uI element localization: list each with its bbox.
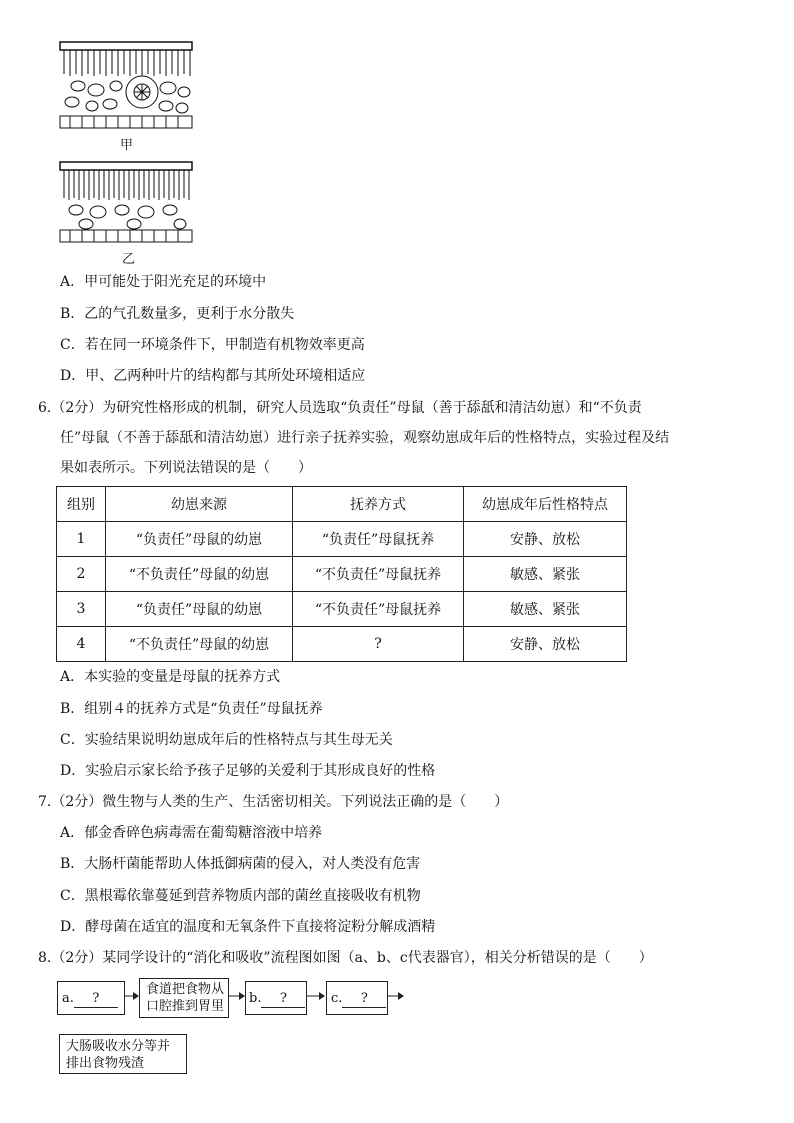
leaf-cross-section-jia-image bbox=[58, 40, 194, 132]
flow-arrow-icon bbox=[307, 990, 327, 1002]
header-group: 组别 bbox=[57, 487, 106, 522]
cell-rearing: “不负责任”母鼠抚养 bbox=[293, 592, 464, 627]
flow-c-prefix: c. bbox=[331, 991, 343, 1006]
cell-personality: 安静、放松 bbox=[464, 522, 627, 557]
table-header-row bbox=[57, 487, 627, 522]
q7-option-a: A．郁金香碎色病毒需在葡萄糖溶液中培养 bbox=[60, 825, 323, 841]
q7-option-b: B．大肠杆菌能帮助人体抵御病菌的侵入，对人类没有危害 bbox=[60, 856, 421, 872]
q6-stem-line-1: 6.（2分）为研究性格形成的机制，研究人员选取“负责任”母鼠（善于舔舐和清洁幼崽）和“不负责 bbox=[38, 400, 642, 416]
q7-stem: 7.（2分）微生物与人类的生产、生活密切相关。下列说法正确的是（ ） bbox=[38, 794, 509, 810]
flow-b-prefix: b. bbox=[249, 991, 262, 1006]
cell-rearing: “负责任”母鼠抚养 bbox=[293, 522, 464, 557]
cell-group: 4 bbox=[57, 627, 106, 662]
flow-large-intestine-line-1: 大肠吸收水分等并 bbox=[66, 1039, 171, 1054]
q7-option-c: C．黑根霉依靠蔓延到营养物质内部的菌丝直接吸收有机物 bbox=[60, 888, 421, 904]
q6-option-a: A．本实验的变量是母鼠的抚养方式 bbox=[60, 669, 281, 685]
flow-arrow-icon bbox=[125, 990, 139, 1002]
cell-source: “不负责任”母鼠的幼崽 bbox=[106, 627, 293, 662]
q7-option-d: D．酵母菌在适宜的温度和无氧条件下直接将淀粉分解成酒精 bbox=[60, 919, 436, 935]
cell-personality: 安静、放松 bbox=[464, 627, 627, 662]
flow-a-prefix: a. bbox=[62, 991, 74, 1006]
cell-personality: 敏感、紧张 bbox=[464, 557, 627, 592]
flow-box-esophagus bbox=[139, 978, 229, 1018]
flow-esophagus-line-2: 口腔推到胃里 bbox=[145, 999, 224, 1014]
table-row bbox=[57, 592, 627, 627]
cell-rearing: ? bbox=[293, 627, 464, 662]
q6-experiment-table bbox=[56, 486, 627, 662]
cell-group: 2 bbox=[57, 557, 106, 592]
leaf-section-figure-yi bbox=[58, 160, 194, 244]
table-row bbox=[57, 627, 627, 662]
flow-a-blank: ? bbox=[74, 990, 118, 1008]
header-source: 幼崽来源 bbox=[106, 487, 293, 522]
cell-group: 1 bbox=[57, 522, 106, 557]
flow-box-a bbox=[57, 981, 125, 1015]
q8-stem: 8.（2分）某同学设计的“消化和吸收”流程图如图（a、b、c代表器官），相关分析错误的是（ ） bbox=[38, 950, 653, 966]
q5-option-a: A．甲可能处于阳光充足的环境中 bbox=[60, 274, 267, 290]
flow-arrow-icon bbox=[229, 990, 245, 1002]
cell-personality: 敏感、紧张 bbox=[464, 592, 627, 627]
table-row bbox=[57, 522, 627, 557]
flow-c-blank: ? bbox=[342, 990, 386, 1008]
q5-option-b: B．乙的气孔数量多，更利于水分散失 bbox=[60, 306, 295, 322]
q6-option-b: B．组别４的抚养方式是“负责任”母鼠抚养 bbox=[60, 701, 323, 717]
cell-source: “负责任”母鼠的幼崽 bbox=[106, 592, 293, 627]
q6-option-d: D．实验启示家长给予孩子足够的关爱利于其形成良好的性格 bbox=[60, 763, 436, 779]
flow-box-b bbox=[245, 981, 307, 1015]
q6-stem-line-2: 任”母鼠（不善于舔舐和清洁幼崽）进行亲子抚养实验，观察幼崽成年后的性格特点，实验过程及结 bbox=[60, 430, 670, 446]
table-row bbox=[57, 557, 627, 592]
flow-box-c bbox=[326, 981, 388, 1015]
cell-source: “负责任”母鼠的幼崽 bbox=[106, 522, 293, 557]
figure-label-yi: 乙 bbox=[122, 252, 136, 267]
cell-group: 3 bbox=[57, 592, 106, 627]
flow-box-large-intestine bbox=[59, 1034, 187, 1074]
cell-rearing: “不负责任”母鼠抚养 bbox=[293, 557, 464, 592]
cell-source: “不负责任”母鼠的幼崽 bbox=[106, 557, 293, 592]
q6-option-c: C．实验结果说明幼崽成年后的性格特点与其生母无关 bbox=[60, 732, 393, 748]
flow-large-intestine-line-2: 排出食物残渣 bbox=[66, 1056, 145, 1071]
header-personality: 幼崽成年后性格特点 bbox=[464, 487, 627, 522]
leaf-section-figure-jia bbox=[58, 40, 194, 132]
figure-label-jia: 甲 bbox=[120, 138, 134, 153]
flow-arrow-icon bbox=[388, 990, 406, 1002]
leaf-cross-section-yi-image bbox=[58, 160, 194, 244]
header-rearing: 抚养方式 bbox=[293, 487, 464, 522]
q6-stem-line-3: 果如表所示。下列说法错误的是（ ） bbox=[60, 460, 312, 476]
q5-option-d: D．甲、乙两种叶片的结构都与其所处环境相适应 bbox=[60, 368, 366, 384]
flow-b-blank: ? bbox=[261, 990, 305, 1008]
flow-esophagus-line-1: 食道把食物从 bbox=[145, 982, 224, 997]
q5-option-c: C．若在同一环境条件下，甲制造有机物效率更高 bbox=[60, 337, 365, 353]
